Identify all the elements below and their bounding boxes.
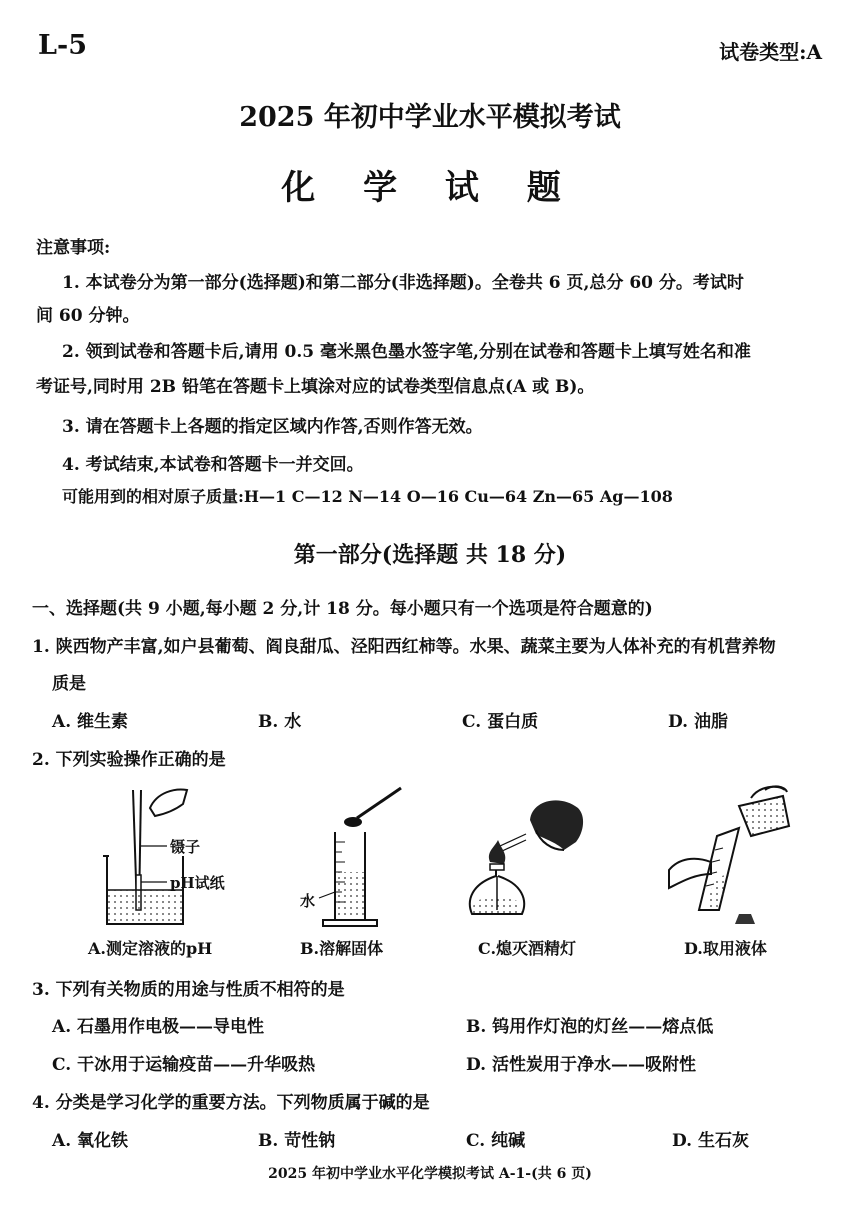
figure-alcohol-lamp bbox=[460, 790, 610, 930]
q1-option-a: A. 维生素 bbox=[52, 712, 129, 732]
paper-code: L-5 bbox=[38, 30, 87, 61]
page-footer: 2025 年初中学业水平化学模拟考试 A-1-(共 6 页) bbox=[268, 1166, 592, 1182]
notes-heading: 注意事项: bbox=[36, 238, 111, 258]
q4-option-a: A. 氧化铁 bbox=[52, 1131, 129, 1151]
q4-stem: 4. 分类是学习化学的重要方法。下列物质属于碱的是 bbox=[32, 1093, 430, 1113]
note-4: 4. 考试结束,本试卷和答题卡一并交回。 bbox=[62, 455, 364, 475]
q1-option-d: D. 油脂 bbox=[668, 712, 728, 732]
note-2-line-1: 2. 领到试卷和答题卡后,请用 0.5 毫米黑色墨水签字笔,分别在试卷和答题卡上填写姓名和准 bbox=[62, 342, 751, 362]
q1-option-c: C. 蛋白质 bbox=[462, 712, 539, 732]
q4-option-c: C. 纯碱 bbox=[466, 1131, 526, 1151]
q1-stem-line-2: 质是 bbox=[52, 674, 86, 694]
label-ph-paper: pH试纸 bbox=[170, 874, 225, 892]
q2-stem: 2. 下列实验操作正确的是 bbox=[32, 750, 226, 770]
q3-option-b: B. 钨用作灯泡的灯丝——熔点低 bbox=[466, 1017, 714, 1037]
q1-stem-line-1: 1. 陕西物产丰富,如户县葡萄、阎良甜瓜、泾阳西红柿等。水果、蔬菜主要为人体补充的有机营养物 bbox=[32, 637, 776, 657]
paper-type: 试卷类型:A bbox=[719, 40, 822, 64]
note-1-line-1: 1. 本试卷分为第一部分(选择题)和第二部分(非选择题)。全卷共 6 页,总分 60 分。考试时 bbox=[62, 273, 744, 293]
subject-title: 化 学 试 题 bbox=[281, 168, 579, 208]
section-1-title: 第一部分(选择题 共 18 分) bbox=[293, 542, 567, 568]
q3-stem: 3. 下列有关物质的用途与性质不相符的是 bbox=[32, 980, 345, 1000]
note-2-line-2: 考证号,同时用 2B 铅笔在答题卡上填涂对应的试卷类型信息点(A 或 B)。 bbox=[36, 377, 595, 397]
label-water: 水 bbox=[300, 892, 316, 910]
q1-option-b: B. 水 bbox=[258, 712, 302, 732]
q4-option-d: D. 生石灰 bbox=[672, 1131, 749, 1151]
label-tweezers: 镊子 bbox=[170, 838, 201, 856]
figure-pour-liquid bbox=[655, 778, 805, 928]
q2-caption-c: C.熄灭酒精灯 bbox=[478, 939, 577, 958]
q2-caption-a: A.测定溶液的pH bbox=[88, 939, 213, 958]
atomic-masses: 可能用到的相对原子质量:H—1 C—12 N—14 O—16 Cu—64 Zn—65 Ag—108 bbox=[62, 487, 673, 506]
note-3: 3. 请在答题卡上各题的指定区域内作答,否则作答无效。 bbox=[62, 417, 483, 437]
q4-option-b: B. 苛性钠 bbox=[258, 1131, 336, 1151]
q2-caption-d: D.取用液体 bbox=[684, 939, 767, 958]
section-1-instructions: 一、选择题(共 9 小题,每小题 2 分,计 18 分。每小题只有一个选项是符合题意的) bbox=[32, 599, 653, 619]
note-1-line-2: 间 60 分钟。 bbox=[36, 306, 140, 326]
q2-caption-b: B.溶解固体 bbox=[300, 939, 384, 958]
q3-option-c: C. 干冰用于运输疫苗——升华吸热 bbox=[52, 1055, 316, 1075]
q3-option-a: A. 石墨用作电极——导电性 bbox=[52, 1017, 265, 1037]
q3-option-d: D. 活性炭用于净水——吸附性 bbox=[466, 1055, 696, 1075]
exam-title: 2025 年初中学业水平模拟考试 bbox=[239, 102, 621, 133]
